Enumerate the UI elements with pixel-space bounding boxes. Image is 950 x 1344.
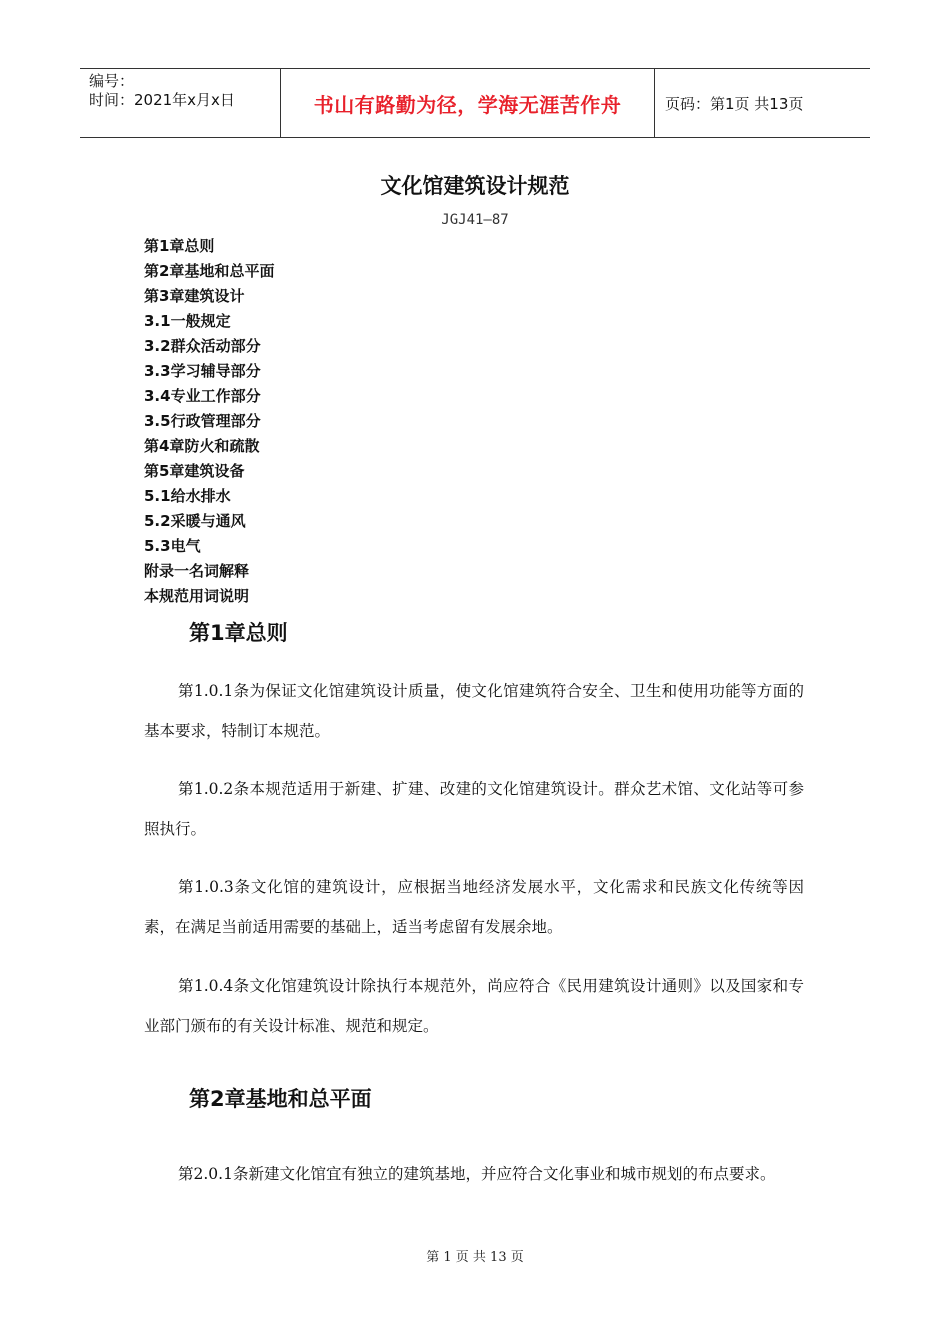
header-motto: 书山有路勤为径，学海无涯苦作舟 <box>313 92 622 117</box>
toc-item[interactable]: 5.2采暖与通风 <box>144 512 246 530</box>
table-of-contents <box>144 234 274 609</box>
toc-item[interactable]: 3.3学习辅导部分 <box>144 362 261 380</box>
header-table <box>80 68 870 138</box>
toc-item[interactable]: 本规范用词说明 <box>144 587 250 605</box>
paragraph: 第1.0.3条文化馆的建筑设计，应根据当地经济发展水平，文化需求和民族文化传统等因素，在满足当前适用需要的基础上，适当考虑留有发展余地。 <box>144 878 804 936</box>
header-page-info: 页码：第1页 共13页 <box>665 94 804 113</box>
header-page-cell <box>655 69 870 137</box>
paragraph: 第1.0.4条文化馆建筑设计除执行本规范外，尚应符合《民用建筑设计通则》以及国家和专业部门颁布的有关设计标准、规范和规定。 <box>144 977 804 1035</box>
header-meta-cell <box>80 69 281 137</box>
toc-item[interactable]: 3.2群众活动部分 <box>144 337 261 355</box>
toc-item[interactable]: 第4章防火和疏散 <box>144 437 260 455</box>
toc-item[interactable]: 3.4专业工作部分 <box>144 387 261 405</box>
toc-item[interactable]: 第1章总则 <box>144 237 215 255</box>
paragraph: 第1.0.1条为保证文化馆建筑设计质量，使文化馆建筑符合安全、卫生和使用功能等方面的基本要求，特制订本规范。 <box>144 682 804 740</box>
toc-item[interactable]: 3.5行政管理部分 <box>144 412 261 430</box>
header-motto-cell <box>281 69 655 137</box>
paragraph: 第2.0.1条新建文化馆宜有独立的建筑基地，并应符合文化事业和城市规划的布点要求。 <box>178 1165 776 1183</box>
document-title: 文化馆建筑设计规范 <box>380 174 570 198</box>
page-footer: 第 1 页 共 13 页 <box>426 1250 524 1265</box>
toc-item[interactable]: 附录一名词解释 <box>144 562 250 580</box>
paragraph: 第1.0.2条本规范适用于新建、扩建、改建的文化馆建筑设计。群众艺术馆、文化站等可参照执行。 <box>144 780 804 838</box>
toc-item[interactable]: 3.1一般规定 <box>144 312 231 330</box>
chapter-2-heading: 第2章基地和总平面 <box>189 1087 372 1111</box>
toc-item[interactable]: 第2章基地和总平面 <box>144 262 275 280</box>
doc-number-label: 编号： <box>89 72 135 90</box>
document-code: JGJ41—87 <box>441 212 509 228</box>
toc-item[interactable]: 5.1给水排水 <box>144 487 231 505</box>
chapter-1-heading: 第1章总则 <box>189 621 288 645</box>
toc-item[interactable]: 第5章建筑设备 <box>144 462 245 480</box>
toc-item[interactable]: 第3章建筑设计 <box>144 287 245 305</box>
doc-date-label: 时间：2021年x月x日 <box>89 91 235 109</box>
toc-item[interactable]: 5.3电气 <box>144 537 201 555</box>
